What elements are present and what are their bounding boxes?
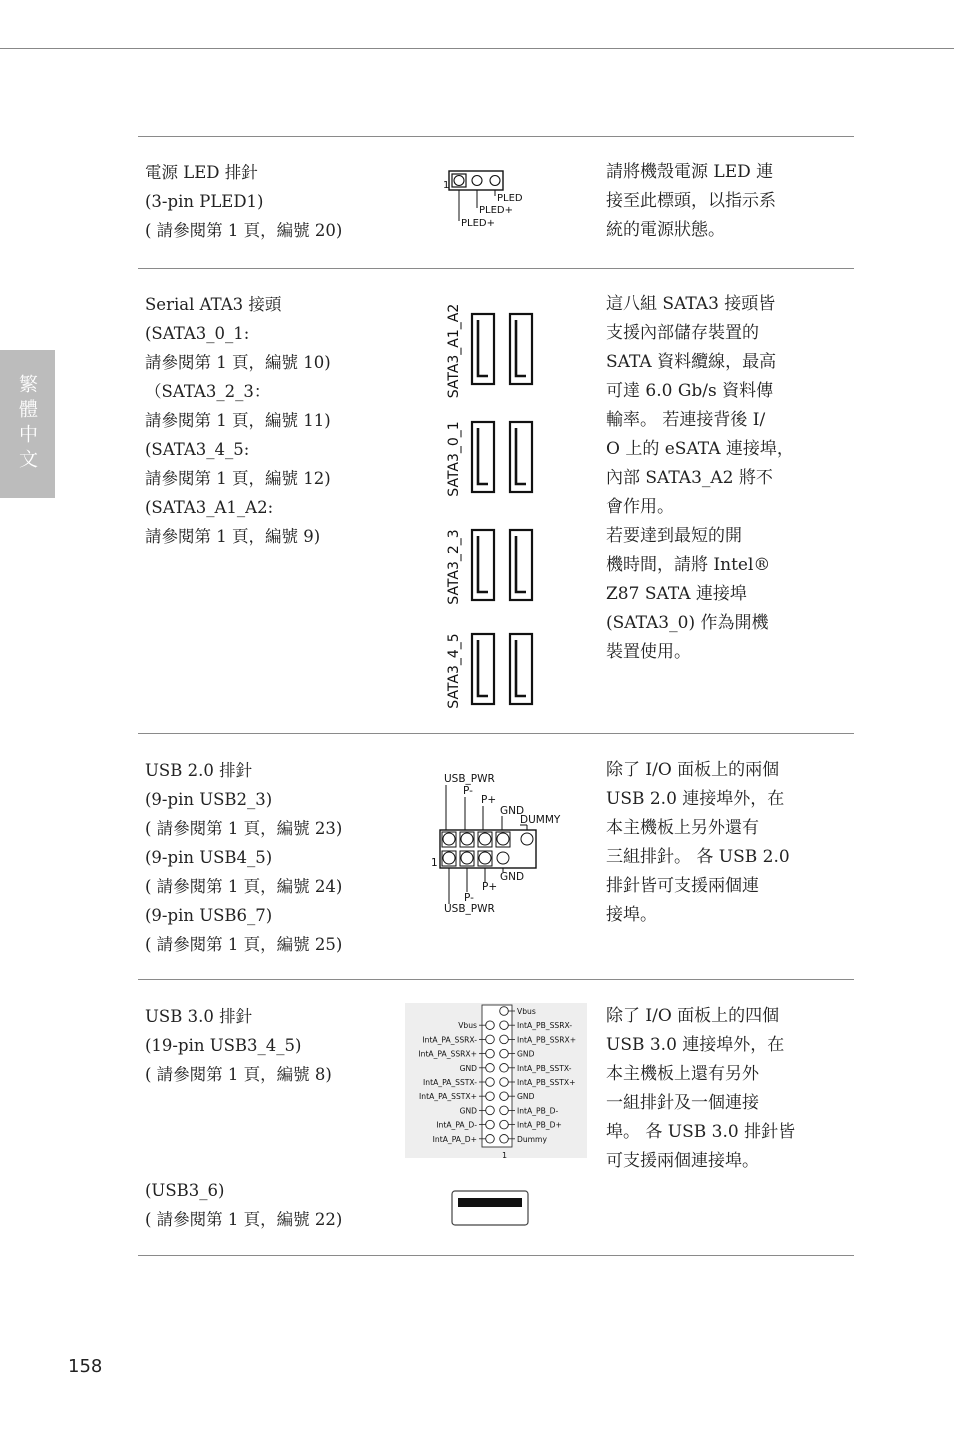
usb3-pin-label: IntA_PB_SSTX+	[517, 1078, 576, 1087]
desc-line: 機時間，請將 Intel®	[606, 555, 771, 575]
usb3-pin-label: IntA_PB_SSRX+	[517, 1035, 577, 1045]
usb2-pin-label: USB_PWR	[444, 773, 495, 785]
section-divider	[138, 136, 854, 137]
usb2-pin-label: P+	[482, 881, 498, 893]
label-line: 請參閱第 1 頁，編號 9)	[145, 527, 321, 546]
desc-line: Z87 SATA 連接埠	[606, 584, 747, 604]
pled-header-label	[145, 158, 342, 245]
desc-line: USB 3.0 連接埠外，在	[606, 1035, 785, 1055]
usb3-header-diagram	[405, 1003, 587, 1163]
sata-port-outline	[510, 314, 532, 384]
usb3-pin-label: GND	[517, 1092, 535, 1102]
pled-connector-diagram	[440, 168, 540, 238]
usb3-pin	[500, 1106, 509, 1115]
usb3-pin	[500, 1078, 509, 1087]
desc-line: 三組排針。 各 USB 2.0	[606, 847, 790, 867]
desc-line: 接至此標頭，以指示系	[606, 191, 776, 211]
label-line: USB 2.0 排針	[145, 761, 253, 780]
desc-line: 內部 SATA3_A2 將不	[606, 468, 773, 488]
desc-line: 排針皆可支援兩個連	[606, 876, 759, 896]
usb3-pin	[486, 1092, 495, 1101]
usb3-pin	[486, 1049, 495, 1058]
sata-connector-diagram	[436, 296, 546, 716]
desc-line: 輸率。 若連接背後 I/	[606, 410, 766, 430]
sata-port-group	[446, 421, 532, 496]
label-line: ( 請參閱第 1 頁，編號 22)	[145, 1210, 343, 1229]
usb3-pin-label: GND	[517, 1049, 535, 1059]
usb3-pin-label: IntA_PA_SSRX+	[418, 1049, 477, 1059]
usb3-pin-label: IntA_PB_D-	[517, 1106, 559, 1116]
language-side-tab	[0, 350, 55, 498]
usb3-pin	[486, 1064, 495, 1073]
usb2-pin-label: P-	[464, 892, 474, 904]
usb3-pin-label: IntA_PA_SSTX-	[423, 1078, 477, 1087]
sata-port-label: SATA3_2_3	[446, 529, 462, 605]
sata-port-label: SATA3_4_5	[446, 633, 462, 709]
desc-line: 裝置使用。	[606, 642, 691, 662]
desc-line: 接埠。	[606, 905, 657, 925]
label-line: ( 請參閱第 1 頁，編號 24)	[145, 877, 343, 896]
usb2-description	[606, 756, 806, 930]
usb2-pin-label: P+	[481, 794, 497, 806]
sata-port-group	[446, 529, 532, 604]
label-line: (SATA3_0_1:	[145, 324, 250, 343]
usb2-pin-label: GND	[500, 871, 525, 883]
label-line: Serial ATA3 接頭	[145, 295, 282, 314]
label-line: (19-pin USB3_4_5)	[145, 1036, 302, 1055]
desc-line: 埠。 各 USB 3.0 排針皆	[606, 1122, 796, 1142]
sata-port-outline	[472, 530, 494, 600]
usb3-pin-label: IntA_PA_D-	[436, 1120, 477, 1130]
usb3-port-label	[145, 1176, 342, 1234]
usb3-pin-label: GND	[459, 1063, 477, 1073]
section-divider	[138, 733, 854, 734]
sata-port-outline	[472, 314, 494, 384]
usb3-pin	[500, 1135, 509, 1144]
label-line: 請參閱第 1 頁，編號 11)	[145, 411, 331, 430]
usb3-pin-label: IntA_PA_D+	[432, 1134, 477, 1144]
desc-line: 可達 6.0 Gb/s 資料傳	[606, 381, 774, 401]
sata-description	[606, 290, 806, 667]
desc-line: 除了 I/O 面板上的兩個	[606, 760, 780, 780]
usb3-pin	[486, 1135, 495, 1144]
usb3-pin	[486, 1106, 495, 1115]
desc-line: 這八組 SATA3 接頭皆	[606, 294, 776, 314]
usb2-pin-label: USB_PWR	[444, 903, 495, 915]
usb2-pin-label: P-	[463, 785, 473, 797]
desc-line: 一組排針及一個連接	[606, 1093, 759, 1113]
desc-line: 請將機殼電源 LED 連	[606, 162, 774, 182]
section-divider	[138, 268, 854, 269]
label-line: (SATA3_A1_A2:	[145, 498, 274, 517]
usb3-pin-label: GND	[459, 1106, 477, 1116]
desc-line: 支援內部儲存裝置的	[606, 323, 759, 343]
desc-line: 統的電源狀態。	[606, 220, 725, 240]
usb3-pin	[500, 1064, 509, 1073]
label-line: 電源 LED 排針	[145, 163, 258, 182]
usb3-pin-label: Dummy	[517, 1134, 547, 1144]
usb3-pin-label: IntA_PB_SSRX-	[517, 1021, 573, 1031]
desc-line: 若要達到最短的開	[606, 526, 742, 546]
label-line: 請參閱第 1 頁，編號 12)	[145, 469, 331, 488]
usb3-pin	[486, 1035, 495, 1044]
usb3-pin	[486, 1078, 495, 1087]
sata-header-label	[145, 290, 331, 551]
label-line: USB 3.0 排針	[145, 1007, 253, 1026]
pin1-label: 1	[443, 180, 450, 191]
side-tab-label: 繁體中文	[16, 374, 38, 474]
label-line: ( 請參閱第 1 頁，編號 23)	[145, 819, 343, 838]
usb3-pin	[500, 1092, 509, 1101]
usb2-header-diagram	[428, 768, 578, 918]
usb3-pin-label: Vbus	[517, 1007, 536, 1016]
label-line: (USB3_6)	[145, 1181, 225, 1200]
sata-port-group	[446, 304, 532, 399]
usb3-pin	[500, 1120, 509, 1129]
usb2-pin-label: GND	[500, 805, 525, 817]
desc-line: 會作用。	[606, 497, 674, 517]
usb2-pin-label: DUMMY	[520, 814, 561, 826]
desc-line: USB 2.0 連接埠外，在	[606, 789, 785, 809]
label-line: ( 請參閱第 1 頁，編號 25)	[145, 935, 343, 954]
desc-line: SATA 資料纜線，最高	[606, 352, 777, 372]
label-line: (9-pin USB2_3)	[145, 790, 273, 809]
page-number: 158	[68, 1356, 103, 1377]
sata-port-group	[446, 633, 532, 708]
sata-port-label: SATA3_0_1	[446, 421, 462, 497]
desc-line: 可支援兩個連接埠。	[606, 1151, 759, 1171]
pled-description	[606, 158, 806, 245]
desc-line: 除了 I/O 面板上的四個	[606, 1006, 780, 1026]
sata-port-outline	[472, 634, 494, 704]
pin1-label: 1	[431, 857, 438, 869]
label-line: （SATA3_2_3：	[145, 382, 271, 401]
section-divider	[138, 979, 854, 980]
sata-port-outline	[510, 530, 532, 600]
desc-line: (SATA3_0) 作為開機	[606, 613, 769, 633]
label-line: 請參閱第 1 頁，編號 10)	[145, 353, 331, 372]
usb3-pin-label: IntA_PA_SSTX+	[419, 1092, 477, 1102]
usb3-pin	[500, 1021, 509, 1030]
pled-pin-label: PLED	[497, 193, 523, 204]
label-line: ( 請參閱第 1 頁，編號 20)	[145, 221, 343, 240]
usb3-pin	[500, 1035, 509, 1044]
label-line: ( 請參閱第 1 頁，編號 8)	[145, 1065, 332, 1084]
usb3-pin-label: IntA_PA_SSRX-	[422, 1035, 477, 1045]
top-rule	[0, 48, 954, 49]
usb3-header-label	[145, 1002, 332, 1089]
pled-pin-label: PLED+	[461, 218, 495, 229]
usb3-pin-label: IntA_PB_D+	[517, 1120, 562, 1130]
desc-line: O 上的 eSATA 連接埠，	[606, 439, 794, 459]
usb3-pin	[486, 1021, 495, 1030]
usb3-description	[606, 1002, 806, 1176]
sata-port-outline	[510, 634, 532, 704]
usb3-pin-label: IntA_PB_SSTX-	[517, 1063, 572, 1073]
section-divider	[138, 1255, 854, 1256]
label-line: (3-pin PLED1)	[145, 192, 264, 211]
pled-pin-label: PLED+	[479, 205, 513, 216]
usb3-pin	[500, 1007, 509, 1016]
desc-line: 本主機板上還有另外	[606, 1064, 759, 1084]
usb3-port-icon	[451, 1190, 531, 1228]
sata-port-outline	[510, 422, 532, 492]
label-line: (9-pin USB6_7)	[145, 906, 273, 925]
usb3-pin	[500, 1049, 509, 1058]
label-line: (9-pin USB4_5)	[145, 848, 273, 867]
usb2-header-label	[145, 756, 342, 959]
usb3-pin	[486, 1120, 495, 1129]
sata-port-label: SATA3_A1_A2	[446, 303, 462, 399]
sata-port-outline	[472, 422, 494, 492]
usb3-pin-label: Vbus	[458, 1021, 477, 1031]
pin1-label: 1	[502, 1151, 508, 1160]
desc-line: 本主機板上另外還有	[606, 818, 759, 838]
label-line: (SATA3_4_5:	[145, 440, 250, 459]
